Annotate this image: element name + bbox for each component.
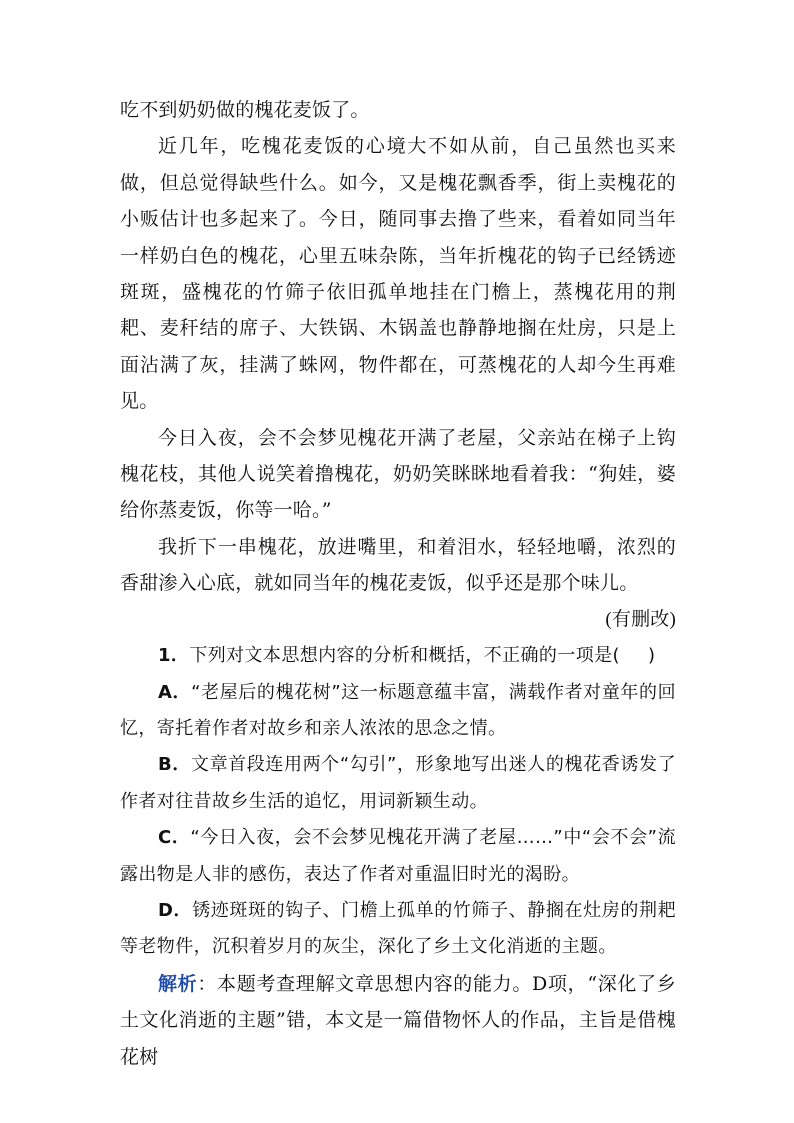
option-d-label: D． (158, 899, 193, 921)
question-number: 1． (158, 645, 190, 667)
option-a-text: “老屋后的槐花树”这一标题意蕴丰富，满载作者对童年的回忆，寄托着作者对故乡和亲人浓浓的思念之情。 (120, 681, 677, 739)
question-stem (120, 638, 676, 674)
option-a (120, 675, 676, 748)
document-content (120, 92, 676, 1075)
analysis-text: ：本题考查理解文章思想内容的能力。D项，“深化了乡土文化消逝的主题”错，本文是一篇借物怀人的作品，主旨是借槐花树 (120, 972, 676, 1068)
option-b (120, 747, 676, 820)
passage-line-top: 吃不到奶奶做的槐花麦饭了。 (120, 99, 370, 121)
option-c-label: C． (158, 827, 191, 849)
option-b-text: 文章首段连用两个“勾引”，形象地写出迷人的槐花香诱发了作者对往昔故乡生活的追忆，用词新颖生动。 (120, 754, 676, 812)
analysis-label: 解析 (158, 972, 198, 995)
option-d (120, 893, 676, 966)
passage-paragraph-1: 近几年，吃槐花麦饭的心境大不如从前，自己虽然也买来做，但总觉得缺些什么。如今，又是槐花飘香季，街上卖槐花的小贩估计也多起来了。今日，随同事去撸了些来，看着如同当年一样奶白色的槐花，心里五味杂陈，当年折槐花的钩子已经锈迹斑斑，盛槐花的竹筛子依旧孤单地挂在门檐上，蒸槐花用的荆耙、麦秆结的席子、大铁锅、木锅盖也静静地搁在灶房，只是上面沾满了灰，挂满了蛛网，物件都在，可蒸槐花的人却今生再难见。 (120, 135, 676, 413)
option-b-label: B． (158, 754, 191, 776)
passage-paragraph-3: 我折下一串槐花，放进嘴里，和着泪水，轻轻地嚼，浓烈的香甜渗入心底，就如同当年的槐花麦饭，似乎还是那个味儿。 (120, 535, 676, 595)
analysis (120, 966, 676, 1075)
option-d-text: 锈迹斑斑的钩子、门檐上孤单的竹筛子、静搁在灶房的荆耙等老物件，沉积着岁月的灰尘，深化了乡土文化消逝的主题。 (120, 899, 676, 958)
question-stem-end: ) (647, 645, 656, 667)
passage-paragraph-2: 今日入夜，会不会梦见槐花开满了老屋，父亲站在梯子上钩槐花枝，其他人说笑着撸槐花，奶奶笑眯眯地看着我：“狗娃，婆给你蒸麦饭，你等一哈。” (120, 426, 676, 522)
question-stem-text: 下列对文本思想内容的分析和概括，不正确的一项是( (189, 645, 620, 667)
source-note: (有删改) (605, 608, 676, 630)
option-c-text: “今日入夜，会不会梦见槐花开满了老屋……”中“会不会”流露出物是人非的感伤，表达了作者对重温旧时光的渴盼。 (120, 827, 676, 885)
option-c (120, 820, 676, 893)
option-a-label: A． (158, 681, 192, 703)
